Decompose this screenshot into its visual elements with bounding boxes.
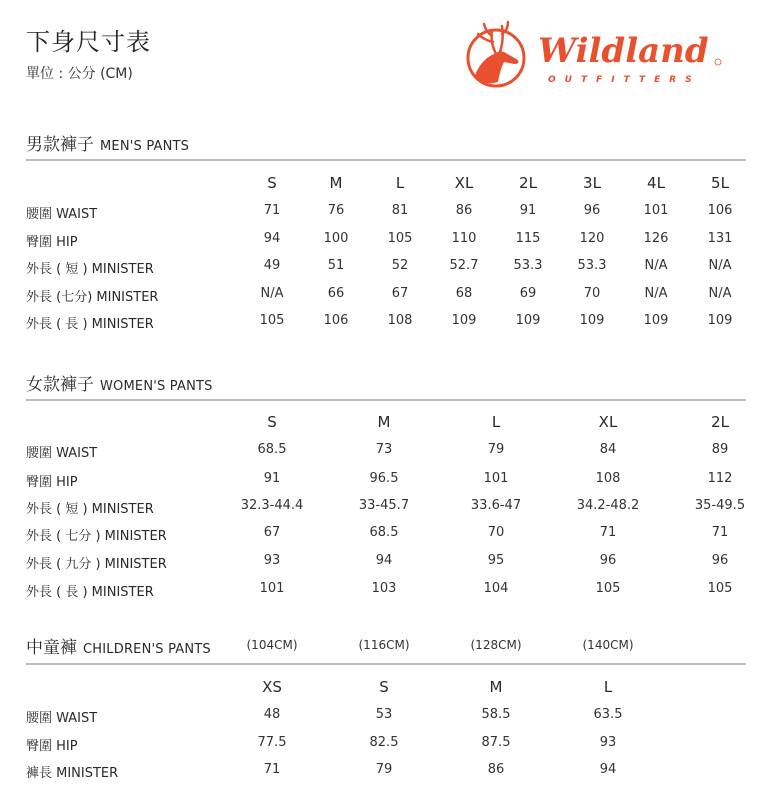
table-cell: 69 xyxy=(519,286,537,301)
table-cell: N/A xyxy=(708,286,732,301)
womens-section-title: 女款褲子 WOMEN'S PANTS xyxy=(26,375,213,395)
table-cell: 68.5 xyxy=(257,442,287,457)
row-label: 腰圍 WAIST xyxy=(26,711,98,726)
row-label: 外長 ( 長 ) MINISTER xyxy=(26,585,154,600)
table-cell: 81 xyxy=(391,203,409,218)
size-header: L xyxy=(395,174,405,192)
table-cell: 53 xyxy=(375,707,393,722)
size-header: M xyxy=(377,413,391,431)
row-label: 外長 ( 短 ) MINISTER xyxy=(26,502,154,517)
table-cell: 76 xyxy=(327,203,345,218)
table-cell: 109 xyxy=(707,313,733,328)
row-label: 外長 ( 七分 ) MINISTER xyxy=(26,529,167,544)
table-cell: 71 xyxy=(263,203,281,218)
table-cell: 34.2-48.2 xyxy=(576,498,640,513)
height-header: (128CM) xyxy=(470,638,522,652)
table-cell: 70 xyxy=(583,286,601,301)
table-cell: 105 xyxy=(387,231,413,246)
deer-emblem-icon xyxy=(460,12,730,92)
table-cell: 105 xyxy=(595,581,621,596)
table-cell: 58.5 xyxy=(481,707,511,722)
children-divider xyxy=(26,663,746,665)
table-cell: 105 xyxy=(707,581,733,596)
table-cell: 120 xyxy=(579,231,605,246)
size-header: M xyxy=(329,174,343,192)
table-cell: 33-45.7 xyxy=(358,498,410,513)
table-cell: 86 xyxy=(455,203,473,218)
table-cell: 77.5 xyxy=(257,735,287,750)
table-cell: 87.5 xyxy=(481,735,511,750)
height-header: (140CM) xyxy=(582,638,634,652)
row-label: 外長 ( 長 ) MINISTER xyxy=(26,317,154,332)
size-header: 2L xyxy=(519,174,537,192)
table-cell: 94 xyxy=(599,762,617,777)
table-cell: 108 xyxy=(595,471,621,486)
children-section-title: 中童褲 CHILDREN'S PANTS xyxy=(26,638,211,658)
row-label: 外長 ( 短 ) MINISTER xyxy=(26,262,154,277)
table-cell: 84 xyxy=(599,442,617,457)
table-cell: 68.5 xyxy=(369,525,399,540)
svg-text:OUTFITTERS: OUTFITTERS xyxy=(548,75,701,85)
table-cell: 68 xyxy=(455,286,473,301)
table-cell: 115 xyxy=(515,231,541,246)
table-cell: 96 xyxy=(583,203,601,218)
table-cell: 35-49.5 xyxy=(694,498,746,513)
row-label: 外長 (七分) MINISTER xyxy=(26,290,159,305)
svg-text:Wildland: Wildland xyxy=(538,31,709,71)
table-cell: N/A xyxy=(644,258,668,273)
size-header: 5L xyxy=(711,174,729,192)
table-cell: 105 xyxy=(259,313,285,328)
table-cell: 101 xyxy=(483,471,509,486)
size-header: XL xyxy=(598,413,618,431)
size-header: M xyxy=(489,678,503,696)
height-header: (104CM) xyxy=(246,638,298,652)
table-cell: 33.6-47 xyxy=(470,498,522,513)
size-header: 4L xyxy=(647,174,665,192)
table-cell: 106 xyxy=(707,203,733,218)
womens-divider xyxy=(26,399,746,401)
row-label: 臀圍 HIP xyxy=(26,739,78,754)
table-cell: 52.7 xyxy=(449,258,479,273)
table-cell: 103 xyxy=(371,581,397,596)
table-cell: 63.5 xyxy=(593,707,623,722)
row-label: 褲長 MINISTER xyxy=(26,766,119,781)
table-cell: 109 xyxy=(579,313,605,328)
size-header: 2L xyxy=(711,413,729,431)
table-cell: 96 xyxy=(599,553,617,568)
table-cell: 73 xyxy=(375,442,393,457)
table-cell: 131 xyxy=(707,231,733,246)
mens-section-title: 男款褲子 MEN'S PANTS xyxy=(26,135,190,155)
table-cell: 48 xyxy=(263,707,281,722)
wildland-logo xyxy=(460,12,730,92)
table-cell: 53.3 xyxy=(577,258,607,273)
table-cell: 101 xyxy=(259,581,285,596)
table-cell: 70 xyxy=(487,525,505,540)
table-cell: 101 xyxy=(643,203,669,218)
size-header: XL xyxy=(454,174,474,192)
table-cell: 91 xyxy=(263,471,281,486)
table-cell: 94 xyxy=(263,231,281,246)
size-header: S xyxy=(267,174,277,192)
row-label: 臀圍 HIP xyxy=(26,475,78,490)
table-cell: N/A xyxy=(260,286,284,301)
size-header: L xyxy=(491,413,501,431)
table-cell: 79 xyxy=(375,762,393,777)
table-cell: 71 xyxy=(599,525,617,540)
table-cell: 53.3 xyxy=(513,258,543,273)
table-cell: N/A xyxy=(708,258,732,273)
table-cell: 104 xyxy=(483,581,509,596)
table-cell: 67 xyxy=(391,286,409,301)
table-cell: 66 xyxy=(327,286,345,301)
unit-label: 單位 : 公分 (CM) xyxy=(26,66,133,82)
table-cell: 100 xyxy=(323,231,349,246)
table-cell: 82.5 xyxy=(369,735,399,750)
height-header: (116CM) xyxy=(358,638,410,652)
table-cell: 32.3-44.4 xyxy=(240,498,304,513)
table-cell: 95 xyxy=(487,553,505,568)
row-label: 臀圍 HIP xyxy=(26,235,78,250)
table-cell: 109 xyxy=(515,313,541,328)
mens-divider xyxy=(26,159,746,161)
table-cell: 52 xyxy=(391,258,409,273)
table-cell: 112 xyxy=(707,471,733,486)
table-cell: 93 xyxy=(599,735,617,750)
row-label: 腰圍 WAIST xyxy=(26,207,98,222)
table-cell: 96 xyxy=(711,553,729,568)
table-cell: N/A xyxy=(644,286,668,301)
table-cell: 89 xyxy=(711,442,729,457)
table-cell: 91 xyxy=(519,203,537,218)
table-cell: 49 xyxy=(263,258,281,273)
table-cell: 126 xyxy=(643,231,669,246)
size-header: L xyxy=(603,678,613,696)
size-header: S xyxy=(379,678,389,696)
page-title: 下身尺寸表 xyxy=(26,28,151,56)
size-header: S xyxy=(267,413,277,431)
table-cell: 94 xyxy=(375,553,393,568)
table-cell: 96.5 xyxy=(369,471,399,486)
table-cell: 51 xyxy=(327,258,345,273)
table-cell: 79 xyxy=(487,442,505,457)
table-cell: 106 xyxy=(323,313,349,328)
table-cell: 108 xyxy=(387,313,413,328)
table-cell: 93 xyxy=(263,553,281,568)
table-cell: 67 xyxy=(263,525,281,540)
table-cell: 109 xyxy=(451,313,477,328)
size-header: 3L xyxy=(583,174,601,192)
row-label: 外長 ( 九分 ) MINISTER xyxy=(26,557,167,572)
table-cell: 110 xyxy=(451,231,477,246)
table-cell: 109 xyxy=(643,313,669,328)
size-header: XS xyxy=(262,678,282,696)
row-label: 腰圍 WAIST xyxy=(26,446,98,461)
table-cell: 71 xyxy=(263,762,281,777)
table-cell: 71 xyxy=(711,525,729,540)
table-cell: 86 xyxy=(487,762,505,777)
